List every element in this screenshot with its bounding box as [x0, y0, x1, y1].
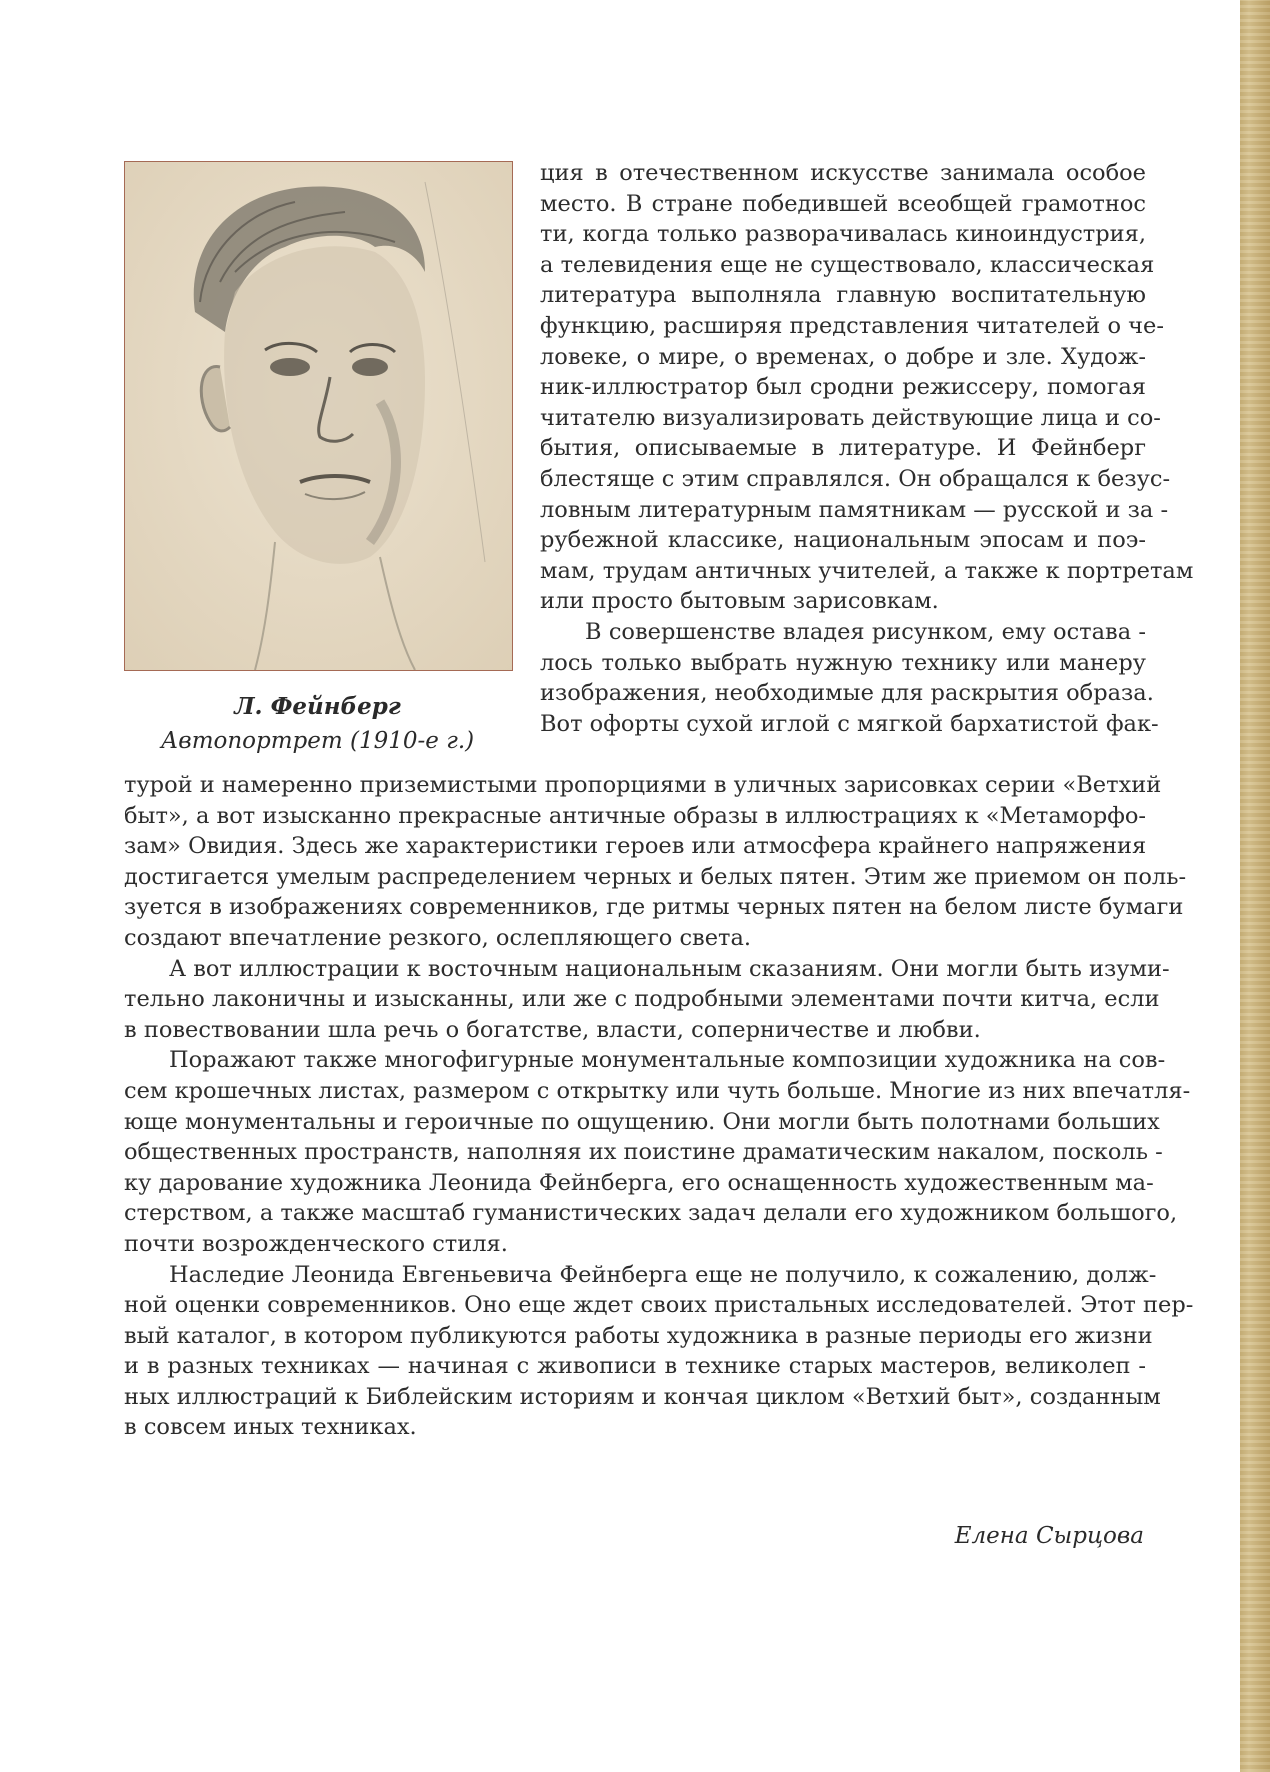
text-line: мам, трудам античных учителей, а также к портретам [540, 557, 1194, 584]
text-line: Поражают также многофигурные монументальные композиции художника на сов- [169, 1047, 1166, 1074]
text-line: и в разных техниках — начиная с живописи в технике старых мастеров, великолеп - [124, 1353, 1146, 1380]
text-line: общественных пространств, наполняя их поистине драматическим накалом, посколь - [124, 1139, 1163, 1166]
text-line: лось только выбрать нужную технику или манеру [540, 649, 1146, 676]
text-line: почти возрожденческого стиля. [124, 1230, 508, 1257]
text-line: быт», а вот изысканно прекрасные античные образы в иллюстрациях к «Метаморфо- [124, 802, 1146, 829]
text-line: ной оценки современников. Оно еще ждет своих пристальных исследователей. Этот пер- [124, 1292, 1194, 1319]
text-line: В совершенстве владея рисунком, ему остава - [585, 618, 1146, 645]
text-line: юще монументальны и героичные по ощущению. Они могли быть полотнами больших [124, 1108, 1160, 1135]
text-line: блестяще с этим справлялся. Он обращался к безус- [540, 465, 1171, 492]
text-line: ловным литературным памятникам — русской и за - [540, 496, 1169, 523]
text-line: или просто бытовым зарисовкам. [540, 588, 939, 615]
text-line: зам» Овидия. Здесь же характеристики героев или атмосфера крайнего напряжения [124, 833, 1147, 860]
text-line: стерством, а также масштаб гуманистических задач делали его художником большого, [124, 1200, 1178, 1227]
text-line: читателю визуализировать действующие лица и со- [540, 404, 1161, 431]
text-line: создают впечатление резкого, ослепляющего света. [124, 924, 752, 951]
text-line: достигается умелым распределением черных и белых пятен. Этим же приемом он поль- [124, 863, 1187, 890]
text-line: вый каталог, в котором публикуются работы художника в разные периоды его жизни [124, 1322, 1153, 1349]
text-line: ция в отечественном искусстве занимала особое [540, 160, 1146, 186]
text-line: А вот иллюстрации к восточным национальным сказаниям. Они могли быть изуми- [169, 955, 1170, 982]
text-line: зуется в изображениях современников, где ритмы черных пятен на белом листе бумаги [124, 894, 1184, 921]
text-line: сем крошечных листах, размером с открытку или чуть больше. Многие из них впечатля- [124, 1077, 1191, 1104]
text-line: бытия, описываемые в литературе. И Фейнберг [540, 435, 1146, 462]
right-column-text [540, 158, 1194, 739]
text-line: место. В стране победившей всеобщей грамотнос [540, 190, 1146, 217]
text-line: ных иллюстраций к Библейским историям и кончая циклом «Ветхий быт», созданным [124, 1383, 1161, 1410]
decorative-edge-band [1240, 0, 1270, 1772]
caption-artwork-title: Автопортрет (1910-е г.) [160, 728, 475, 754]
text-line: ловеке, о мире, о временах, о добре и зле. Худож- [540, 343, 1146, 370]
text-line: тельно лаконичны и изысканны, или же с подробными элементами почти китча, если [124, 986, 1160, 1013]
text-line: в совсем иных техниках. [124, 1414, 417, 1441]
text-line: в повествовании шла речь о богатстве, власти, соперничестве и любви. [124, 1016, 981, 1043]
text-line: турой и намеренно приземистыми пропорциями в уличных зарисовках серии «Ветхий [124, 772, 1162, 798]
text-line: ку дарование художника Леонида Фейнберга, его оснащенность художественным ма- [124, 1169, 1154, 1196]
text-line: а телевидения еще не существовало, классическая [540, 251, 1155, 278]
text-line: функцию, расширяя представления читателей о че- [540, 312, 1164, 339]
text-line: ти, когда только разворачивалась киноиндустрия, [540, 221, 1146, 248]
caption-artist-name: Л. Фейнберг [234, 693, 401, 720]
figure-caption [124, 690, 511, 758]
text-line: изображения, необходимые для раскрытия образа. [540, 680, 1154, 707]
text-line: литература выполняла главную воспитательную [540, 282, 1146, 309]
text-line: ник-иллюстратор был сродни режиссеру, помогая [540, 374, 1146, 401]
author-signature: Елена Сырцова [954, 1523, 1144, 1549]
self-portrait-image [124, 161, 513, 671]
text-line: Наследие Леонида Евгеньевича Фейнберга еще не получило, к сожалению, долж- [169, 1261, 1157, 1288]
text-line: Вот офорты сухой иглой с мягкой бархатистой фак- [540, 710, 1159, 737]
text-line: рубежной классике, национальным эпосам и поэ- [540, 527, 1146, 554]
full-width-text [124, 770, 1194, 1443]
